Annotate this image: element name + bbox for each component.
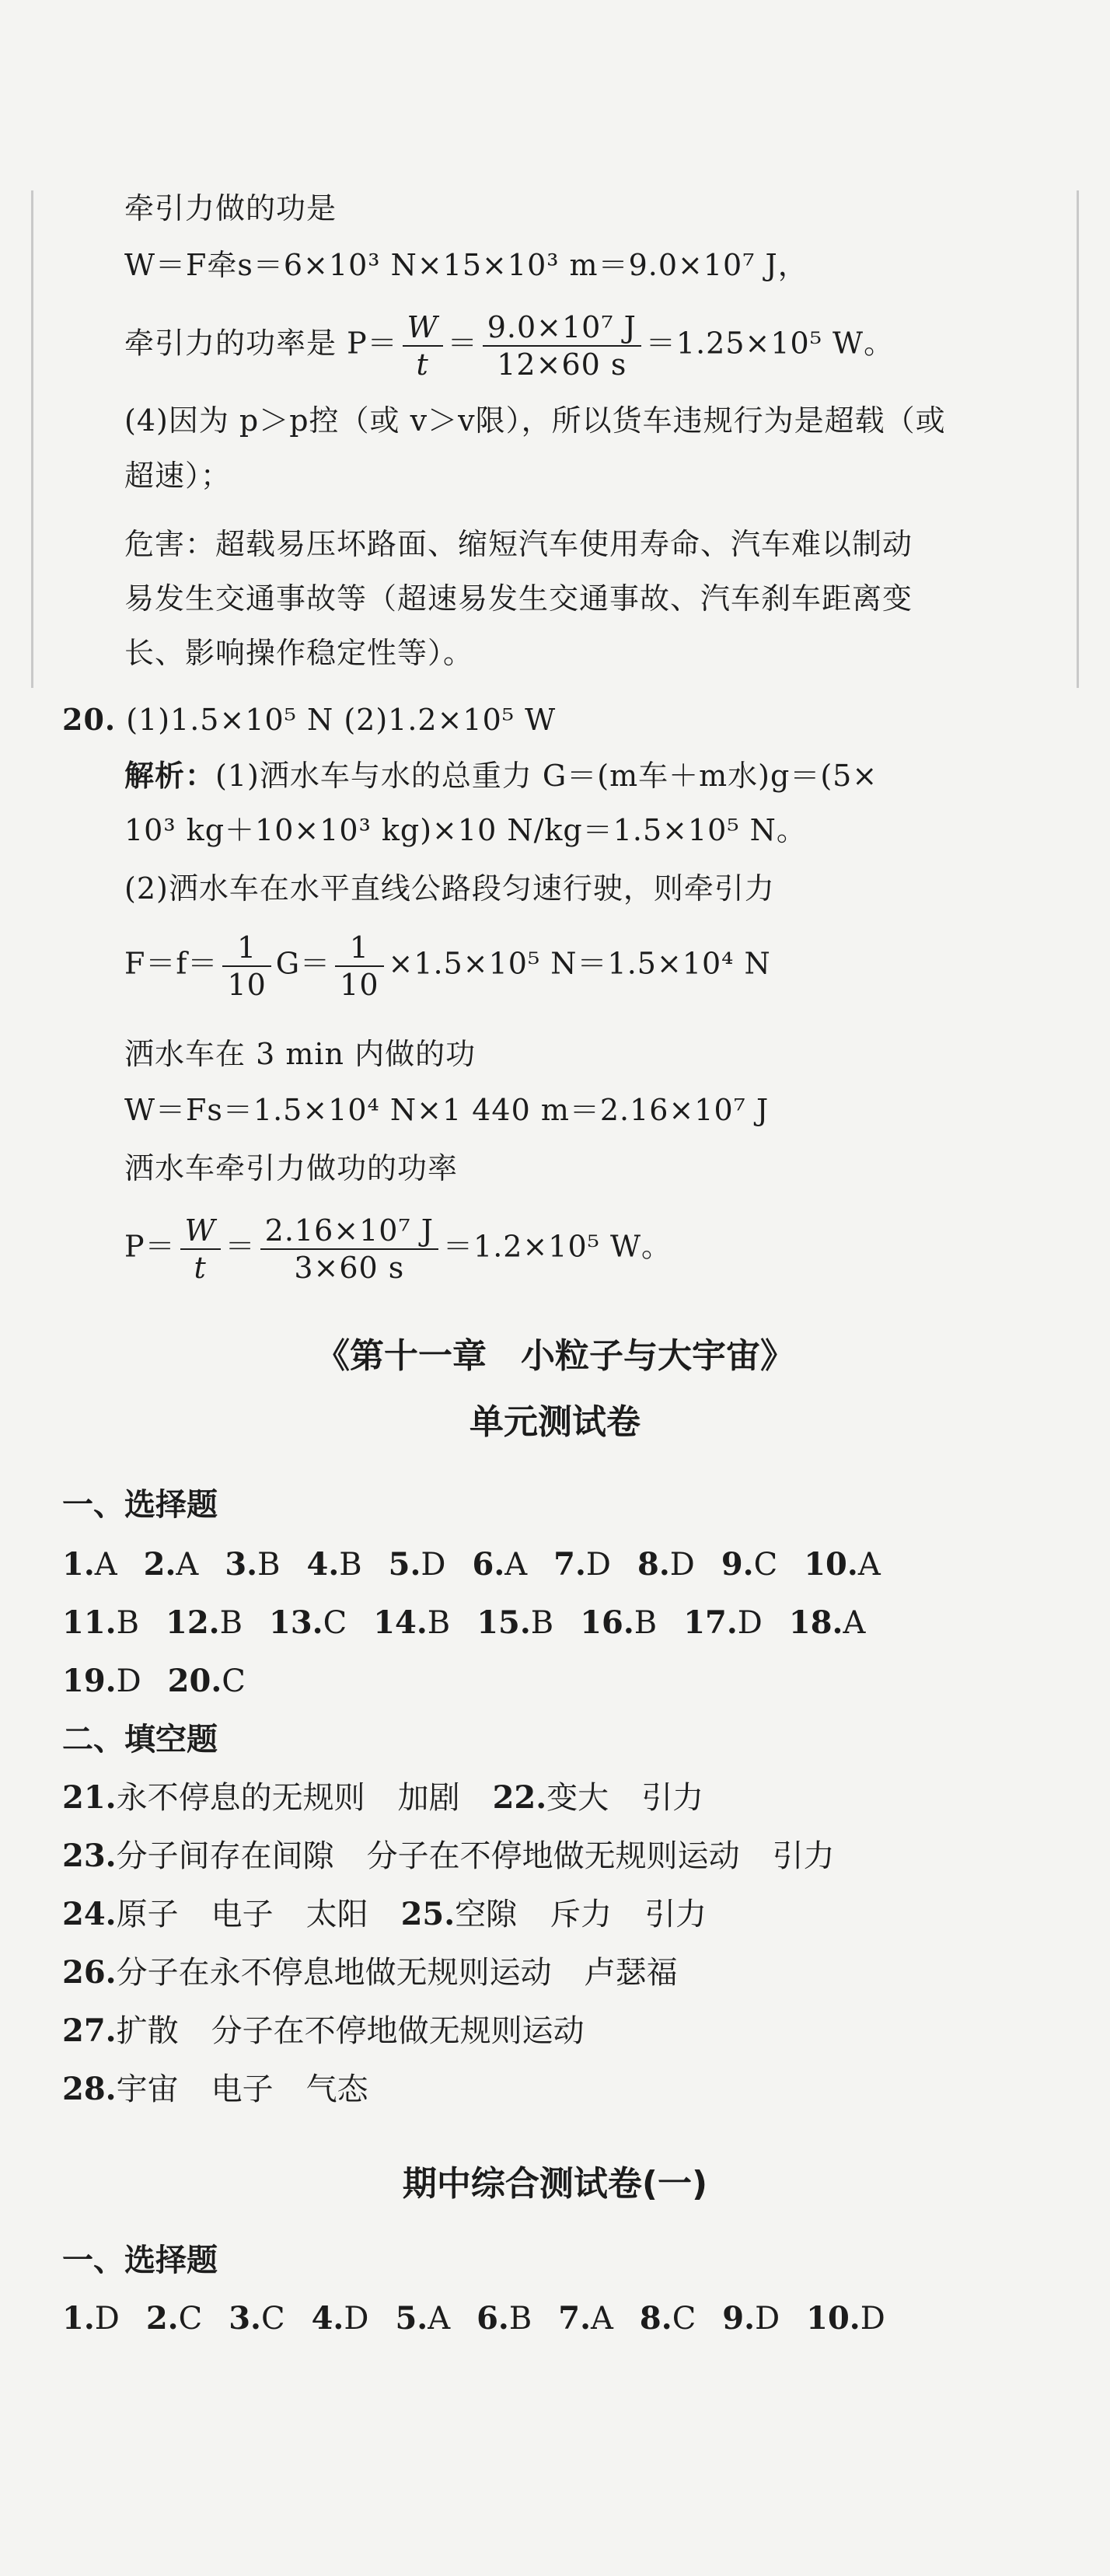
question-number: 17. [683, 1604, 738, 1641]
question-number: 16. [580, 1604, 634, 1641]
fill-answer-text: 电子 [211, 2072, 274, 2107]
question-number: 22. [492, 1779, 547, 1816]
p19-line4: (4)因为 p＞p控（或 v＞v限），所以货车违规行为是超载（或 [124, 403, 946, 438]
fill-answer-text: 引力 [641, 1780, 704, 1816]
fraction: $\frac{1}{10}$ [335, 930, 383, 1003]
answer-letter: B [116, 1605, 139, 1641]
mc-answers-row2 [62, 1601, 892, 1645]
mc-answers-row3 [62, 1660, 272, 1703]
question-number: 12. [166, 1604, 220, 1641]
chapter-subtitle: 单元测试卷 [469, 1402, 641, 1442]
question-number: 4. [311, 2300, 344, 2337]
p20-line7: 洒水车牵引力做功的功率 [124, 1151, 459, 1185]
midterm-title: 期中综合测试卷(一) [402, 2164, 708, 2204]
section-fill-in: 二、填空题 [62, 1722, 218, 1757]
answer-letter: B [508, 2301, 532, 2337]
question-number: 1. [62, 1546, 95, 1583]
mc-answer-item [580, 1601, 657, 1645]
question-number: 5. [395, 2300, 428, 2337]
fill-answer-text: 空隙 [455, 1897, 518, 1932]
answer-letter: A [857, 1547, 881, 1583]
mc-answer-item [62, 1543, 117, 1586]
fill-answer-text: 气态 [305, 2072, 368, 2107]
mc-answer-item [558, 2297, 613, 2340]
p20-line1: 解析：(1)洒水车与水的总重力 G＝(m车＋m水)g＝(5× [124, 758, 878, 793]
mc-answer-item [721, 1543, 777, 1586]
p20-line2: 10³ kg＋10×10³ kg)×10 N/kg＝1.5×10⁵ N。 [124, 813, 807, 847]
mc-answer-item [476, 2297, 532, 2340]
mc-answer-item [373, 1601, 450, 1645]
mc-answer-item [395, 2297, 450, 2340]
question-number: 18. [788, 1604, 843, 1641]
answer-letter: D [860, 2301, 885, 2337]
fill-answer-text: 分子在永不停息地做无规则运动 [116, 1955, 552, 1991]
answer-letter: A [94, 1547, 117, 1583]
p20-line5: 洒水车在 3 min 内做的功 [124, 1037, 476, 1071]
p19-power-formula: 牵引力的功率是 P＝ $\frac{W}{t}$ ＝ $\frac{\text{9.0×10⁷ J}}{12\times 60 s}$ ＝1.25×10⁵ W。 [124, 310, 895, 382]
question-number: 9. [721, 1546, 754, 1583]
question-number: 21. [62, 1779, 117, 1816]
answer-letter: C [178, 2301, 203, 2337]
mc-answer-item [229, 2297, 284, 2340]
fill-answer-text: 分子间存在间隙 [116, 1838, 334, 1874]
answer-letter: B [634, 1605, 658, 1641]
fill-answer-text: 加剧 [397, 1780, 460, 1816]
mc-answer-item [637, 1543, 695, 1586]
question-number: 27. [62, 2012, 117, 2049]
fill-answer-text: 斥力 [550, 1897, 613, 1932]
p19-line6: 危害：超载易压坏路面、缩短汽车使用寿命、汽车难以制动 [124, 527, 913, 561]
fill-answer-row [62, 1893, 707, 1936]
fill-answer-text: 永不停息的无规则 [116, 1780, 365, 1816]
mc-answer-item [62, 1660, 141, 1703]
question-number: 2. [145, 2300, 179, 2337]
answer-letter: C [672, 2301, 696, 2337]
mc-answer-item [312, 2297, 369, 2340]
question-number: 4. [306, 1546, 340, 1583]
question-number: 6. [472, 1546, 505, 1583]
mc-answer-item [389, 1543, 446, 1586]
fill-answer-text: 变大 [546, 1780, 609, 1816]
fill-answer-text: 引力 [772, 1838, 835, 1874]
answer-letter: A [428, 2301, 451, 2337]
fill-answer-text: 分子在不停地做无规则运动 [366, 1838, 740, 1874]
fill-answer-text: 扩散 [116, 2013, 179, 2049]
mc-answer-item [806, 2297, 885, 2340]
mc-answer-item [476, 1601, 553, 1645]
mc-answer-item [168, 1660, 246, 1703]
question-number: 19. [62, 1663, 117, 1699]
question-number: 6. [476, 2300, 509, 2337]
mc-answer-item [804, 1543, 880, 1586]
fraction: $\frac{\text{9.0×10⁷ J}}{12\times 60 s}$ [483, 309, 641, 382]
fill-answer-row [62, 1834, 835, 1878]
fill-answer-text: 电子 [211, 1897, 274, 1932]
answer-letter: D [94, 2301, 120, 2337]
question-number: 11. [62, 1604, 117, 1641]
mc-answer-item [146, 2297, 202, 2340]
fraction: $\frac{W}{t}$ [403, 309, 443, 382]
question-number: 3. [229, 2300, 261, 2337]
question-number: 3. [225, 1546, 258, 1583]
question-number: 15. [476, 1604, 531, 1641]
fill-answer-text: 引力 [644, 1897, 707, 1932]
fill-answer-row [62, 2009, 585, 2053]
answer-letter: D [755, 2301, 780, 2337]
fraction: $\frac{\text{2.16×10⁷ J}}{3\times 60 s}$ [260, 1213, 438, 1286]
mc-answer-item [473, 1543, 528, 1586]
p19-line8: 长、影响操作稳定性等）。 [124, 636, 474, 670]
answer-letter: D [585, 1547, 611, 1583]
question-number: 13. [269, 1604, 323, 1641]
answer-letter: D [344, 2301, 369, 2337]
p20-power-formula: P＝ $\frac{W}{t}$ ＝ $\frac{\text{2.16×10⁷ J}}{3\times 60 s}$ ＝1.2×10⁵ W。 [124, 1213, 672, 1285]
mc-answer-item [683, 1601, 763, 1645]
answer-letter: A [176, 1547, 199, 1583]
question-number: 20. [167, 1663, 222, 1699]
question-number: 26. [62, 1954, 117, 1991]
answer-letter: C [323, 1605, 347, 1641]
mc-answer-item [553, 1543, 611, 1586]
midterm-mc-answers-row1 [62, 2297, 912, 2340]
question-number: 5. [388, 1546, 421, 1583]
fill-answer-text: 宇宙 [116, 2072, 179, 2107]
question-number: 8. [637, 1546, 670, 1583]
fill-answer-text: 原子 [116, 1897, 179, 1932]
mc-answer-item [144, 1543, 199, 1586]
p19-line2: W＝F牵s＝6×10³ N×15×10³ m＝9.0×10⁷ J， [124, 248, 808, 282]
right-edge-line [1077, 190, 1079, 688]
mc-answer-item [722, 2297, 780, 2340]
p19-line7: 易发生交通事故等（超速易发生交通事故、汽车刹车距离变 [124, 581, 913, 616]
p20-line3: (2)洒水车在水平直线公路段匀速行驶，则牵引力 [124, 871, 775, 906]
mc-answer-item [789, 1601, 865, 1645]
fill-answer-row [62, 1776, 703, 1820]
mc-answer-item [166, 1601, 243, 1645]
mc-answer-item [225, 1543, 280, 1586]
fill-answer-text: 太阳 [305, 1897, 368, 1932]
answer-letter: C [260, 2301, 285, 2337]
fraction: $\frac{W}{t}$ [180, 1213, 221, 1286]
answer-letter: D [421, 1547, 446, 1583]
question-number: 10. [804, 1546, 858, 1583]
answer-letter: D [669, 1547, 695, 1583]
answer-letter: A [591, 2301, 613, 2337]
fill-answer-row [62, 1951, 678, 1995]
answer-letter: D [737, 1605, 763, 1641]
answer-letter: A [843, 1605, 866, 1641]
answer-letter: D [116, 1663, 141, 1699]
fraction: $\frac{1}{10}$ [222, 930, 271, 1003]
question-number: 25. [400, 1896, 456, 1932]
answer-letter: B [339, 1547, 362, 1583]
question-number: 24. [62, 1896, 117, 1932]
left-edge-line [31, 190, 33, 688]
question-number: 28. [62, 2071, 117, 2107]
question-number: 2. [143, 1546, 176, 1583]
mc-answer-item [640, 2297, 696, 2340]
p20-force-formula: F＝f＝ $\frac{1}{10}$ G＝ $\frac{1}{10}$ ×1.5×10⁵ N＝1.5×10⁴ N [124, 930, 771, 1002]
answer-letter: A [504, 1547, 528, 1583]
question-number: 10. [806, 2300, 860, 2337]
fill-answer-row [62, 2068, 368, 2111]
question-number: 7. [558, 2300, 592, 2337]
question-number: 7. [553, 1546, 586, 1583]
answer-letter: B [219, 1605, 243, 1641]
p19-line1: 牵引力做的功是 [124, 191, 337, 225]
midterm-section-multiple-choice: 一、选择题 [62, 2243, 218, 2278]
mc-answer-item [269, 1601, 347, 1645]
answer-letter: B [530, 1605, 554, 1641]
question-number: 23. [62, 1838, 117, 1874]
question-number: 1. [62, 2300, 95, 2337]
fill-answer-text: 分子在不停地做无规则运动 [211, 2013, 585, 2049]
mc-answer-item [306, 1543, 361, 1586]
answer-letter: B [427, 1605, 451, 1641]
mc-answer-item [62, 2297, 120, 2340]
chapter-title: 《第十一章 小粒子与大宇宙》 [316, 1336, 794, 1376]
p20-answer: 20. (1)1.5×10⁵ N (2)1.2×10⁵ W [62, 702, 557, 737]
p19-line5: 超速）； [124, 459, 232, 493]
question-number: 14. [373, 1604, 428, 1641]
fill-answer-text: 卢瑟福 [584, 1955, 678, 1991]
answer-letter: B [257, 1547, 281, 1583]
mc-answers-row1 [62, 1543, 907, 1586]
p20-line6: W＝Fs＝1.5×10⁴ N×1 440 m＝2.16×10⁷ J [124, 1093, 770, 1127]
mc-answer-item [62, 1601, 139, 1645]
answer-letter: C [222, 1663, 246, 1699]
answer-letter: C [753, 1547, 778, 1583]
question-number: 8. [639, 2300, 672, 2337]
section-multiple-choice: 一、选择题 [62, 1487, 218, 1523]
question-number: 9. [722, 2300, 756, 2337]
